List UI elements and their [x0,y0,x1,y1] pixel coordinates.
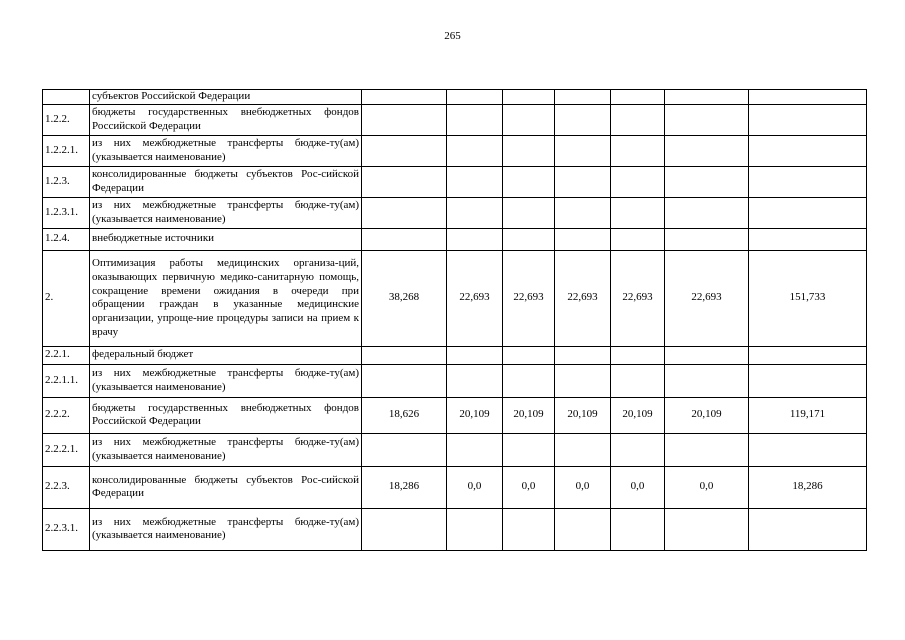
value-cell [665,364,749,397]
value-cell [503,135,555,166]
value-cell [749,135,867,166]
value-cell [749,228,867,250]
value-cell [447,433,503,466]
table-row [43,135,867,166]
table-row [43,364,867,397]
page-number: 265 [444,30,461,42]
value-cell: 18,626 [362,397,447,433]
value-cell [665,197,749,228]
value-cell [611,166,665,197]
table-row [43,104,867,135]
row-description: из них межбюджетные трансферты бюдже-ту(ам) (указывается наименование) [90,135,362,166]
row-description: из них межбюджетные трансферты бюдже-ту(ам) (указывается наименование) [90,508,362,550]
value-cell [555,346,611,364]
row-description: субъектов Российской Федерации [90,90,362,105]
value-cell: 151,733 [749,250,867,346]
row-description: Оптимизация работы медицинских организа-ций, оказывающих первичную медико-санитарную помощь, сокращение времени ожидания в очереди при обращении граждан в указанные медицинские организации, упроще-ние процедуры записи на прием к врачу [90,250,362,346]
value-cell [447,346,503,364]
table-row [43,166,867,197]
value-cell [362,135,447,166]
value-cell [447,104,503,135]
row-description: из них межбюджетные трансферты бюдже-ту(ам) (указывается наименование) [90,364,362,397]
value-cell: 20,109 [555,397,611,433]
value-cell [362,197,447,228]
value-cell: 20,109 [611,397,665,433]
value-cell [503,228,555,250]
value-cell [362,364,447,397]
row-description: из них межбюджетные трансферты бюдже-ту(ам) (указывается наименование) [90,197,362,228]
value-cell [749,90,867,105]
value-cell [665,433,749,466]
value-cell [611,104,665,135]
table-row [43,90,867,105]
value-cell [555,104,611,135]
value-cell: 20,109 [665,397,749,433]
table-row [43,197,867,228]
row-code: 2.2.2. [43,397,90,433]
row-code: 1.2.2. [43,104,90,135]
row-code: 1.2.4. [43,228,90,250]
value-cell: 0,0 [447,466,503,508]
value-cell [362,166,447,197]
row-description: консолидированные бюджеты субъектов Рос-сийской Федерации [90,166,362,197]
value-cell [611,364,665,397]
value-cell [665,228,749,250]
value-cell [555,135,611,166]
value-cell [447,197,503,228]
row-description: из них межбюджетные трансферты бюдже-ту(ам) (указывается наименование) [90,433,362,466]
value-cell: 0,0 [665,466,749,508]
value-cell: 38,268 [362,250,447,346]
value-cell [362,104,447,135]
value-cell [362,228,447,250]
value-cell: 0,0 [555,466,611,508]
value-cell [555,228,611,250]
value-cell [447,135,503,166]
value-cell [447,508,503,550]
value-cell: 22,693 [447,250,503,346]
value-cell [749,197,867,228]
row-code: 2.2.1. [43,346,90,364]
value-cell [503,433,555,466]
value-cell [749,346,867,364]
value-cell [503,197,555,228]
value-cell [665,104,749,135]
value-cell: 0,0 [611,466,665,508]
value-cell [447,364,503,397]
value-cell: 22,693 [555,250,611,346]
value-cell: 18,286 [362,466,447,508]
row-description: федеральный бюджет [90,346,362,364]
row-code: 1.2.3.1. [43,197,90,228]
row-code [43,90,90,105]
row-code: 2.2.1.1. [43,364,90,397]
value-cell [665,135,749,166]
value-cell: 0,0 [503,466,555,508]
value-cell [665,508,749,550]
value-cell [611,433,665,466]
value-cell [749,508,867,550]
value-cell [749,433,867,466]
row-description: консолидированные бюджеты субъектов Рос-сийской Федерации [90,466,362,508]
value-cell [362,508,447,550]
value-cell [665,90,749,105]
value-cell [611,508,665,550]
value-cell: 20,109 [503,397,555,433]
value-cell [555,433,611,466]
value-cell [611,346,665,364]
row-code: 2.2.3.1. [43,508,90,550]
table-row [43,508,867,550]
value-cell [665,166,749,197]
row-code: 2. [43,250,90,346]
value-cell [749,104,867,135]
value-cell [749,166,867,197]
budget-table [42,89,867,551]
value-cell [611,228,665,250]
value-cell [503,364,555,397]
table-row [43,346,867,364]
value-cell [503,508,555,550]
value-cell: 22,693 [665,250,749,346]
table-row [43,433,867,466]
row-description: внебюджетные источники [90,228,362,250]
value-cell [555,197,611,228]
row-code: 2.2.2.1. [43,433,90,466]
value-cell: 22,693 [611,250,665,346]
value-cell: 18,286 [749,466,867,508]
table-body [43,90,867,551]
value-cell [611,90,665,105]
value-cell [362,90,447,105]
table-row [43,228,867,250]
value-cell [447,166,503,197]
value-cell [362,433,447,466]
value-cell [611,197,665,228]
value-cell [555,364,611,397]
value-cell: 20,109 [447,397,503,433]
value-cell [503,104,555,135]
table-row [43,397,867,433]
value-cell: 119,171 [749,397,867,433]
value-cell [503,166,555,197]
value-cell: 22,693 [503,250,555,346]
value-cell [555,508,611,550]
value-cell [503,90,555,105]
value-cell [611,135,665,166]
table-row [43,250,867,346]
row-code: 2.2.3. [43,466,90,508]
value-cell [555,90,611,105]
row-description: бюджеты государственных внебюджетных фондов Российской Федерации [90,104,362,135]
table-row [43,466,867,508]
row-code: 1.2.2.1. [43,135,90,166]
row-description: бюджеты государственных внебюджетных фондов Российской Федерации [90,397,362,433]
value-cell [503,346,555,364]
value-cell [555,166,611,197]
value-cell [447,90,503,105]
value-cell [749,364,867,397]
value-cell [447,228,503,250]
row-code: 1.2.3. [43,166,90,197]
value-cell [362,346,447,364]
value-cell [665,346,749,364]
